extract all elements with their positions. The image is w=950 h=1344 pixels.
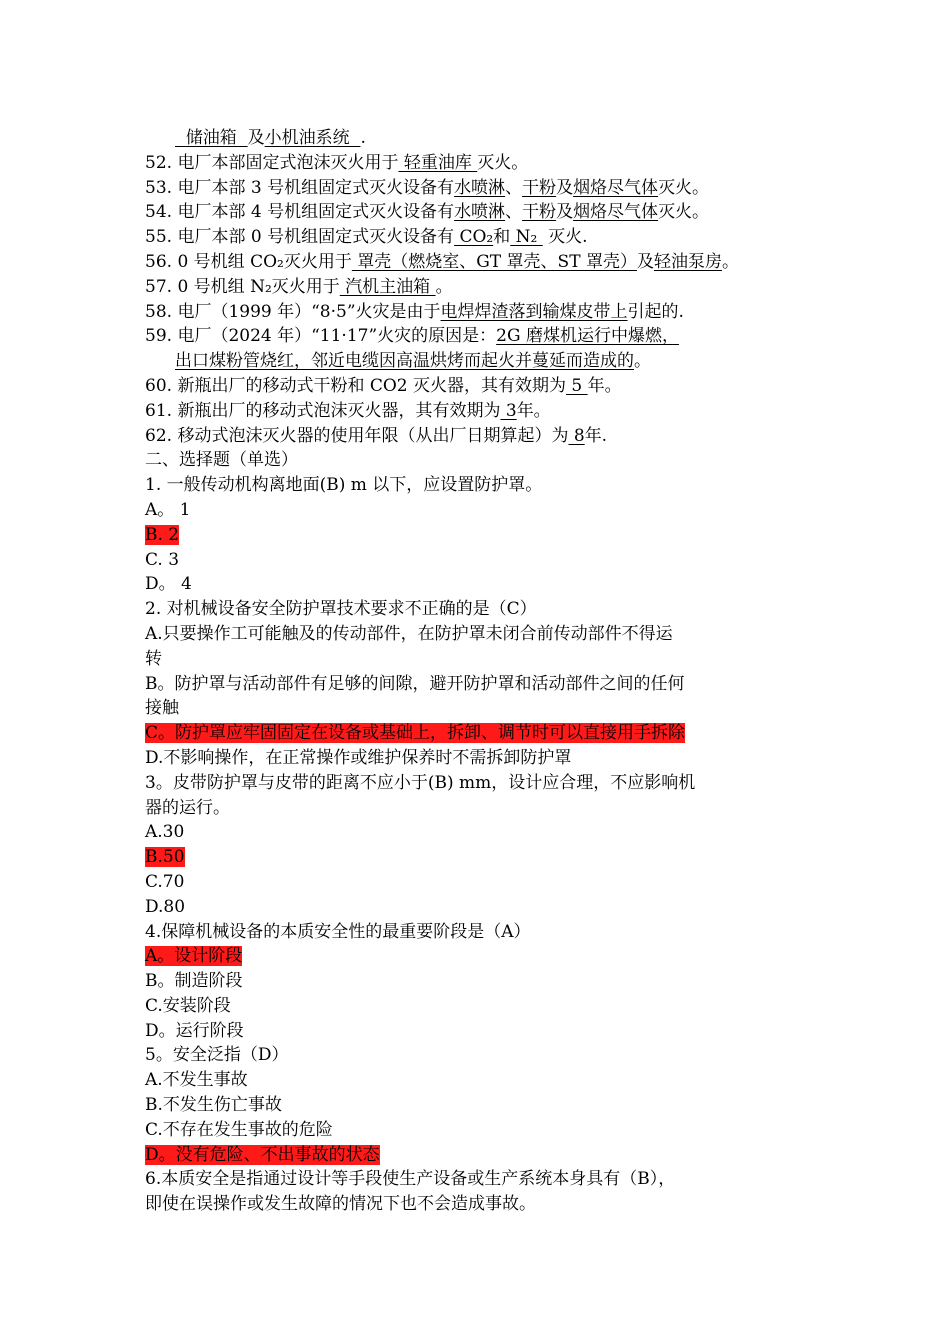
text-line	[145, 969, 825, 994]
text-segment: 61. 新瓶出厂的移动式泡沫灭火器，其有效期为	[145, 400, 501, 421]
text-line	[145, 796, 825, 821]
text-segment: 。	[721, 251, 739, 272]
text-line	[145, 696, 825, 721]
text-segment: 。	[435, 276, 453, 297]
text-segment: 56. 0 号机组 CO₂灭火用于	[145, 251, 352, 272]
text-segment: 57. 0 号机组 N₂灭火用于	[145, 276, 340, 297]
text-line	[145, 300, 825, 325]
text-segment: 62. 移动式泡沫灭火器的使用年限（从出厂日期算起）为	[145, 425, 569, 446]
text-segment: D。 4	[145, 574, 192, 595]
text-segment: 灭火。	[658, 202, 710, 223]
text-line	[145, 622, 825, 647]
text-segment: D.不影响操作，在正常操作或维护保养时不需拆卸防护罩	[145, 747, 572, 768]
text-segment: 5。安全泛指（D）	[145, 1045, 289, 1066]
text-segment: 52. 电厂本部固定式泡沫灭火用于	[145, 152, 399, 173]
underlined-answer: 烟烙尽气体	[573, 177, 659, 198]
text-line	[145, 349, 825, 374]
text-line	[145, 448, 825, 473]
text-line	[145, 771, 825, 796]
text-line	[145, 721, 825, 746]
text-line	[145, 548, 825, 573]
text-segment: 年.	[584, 425, 608, 446]
text-line	[145, 126, 825, 151]
highlighted-answer: A。设计阶段	[145, 946, 243, 967]
text-line	[145, 473, 825, 498]
text-segment: 引起的.	[627, 301, 684, 322]
text-segment: 3。皮带防护罩与皮带的距离不应小于(B) mm，设计应合理，不应影响机	[145, 772, 696, 793]
text-line	[145, 920, 825, 945]
text-line	[145, 944, 825, 969]
text-segment: B。制造阶段	[145, 971, 243, 992]
text-segment: 及	[556, 177, 574, 198]
text-line	[145, 374, 825, 399]
text-segment: 、	[505, 177, 523, 198]
text-segment: 55. 电厂本部 0 号机组固定式灭火设备有	[145, 227, 455, 248]
text-segment: B.不发生伤亡事故	[145, 1095, 282, 1116]
text-line	[145, 994, 825, 1019]
text-segment: C.不存在发生事故的危险	[145, 1119, 333, 1140]
text-line	[145, 845, 825, 870]
text-line	[145, 572, 825, 597]
underlined-answer: CO₂	[454, 227, 494, 248]
text-line	[145, 1093, 825, 1118]
underlined-answer: 轻油泵房	[653, 251, 722, 272]
text-line	[145, 1118, 825, 1143]
underlined-answer: 汽机主油箱	[339, 276, 436, 297]
text-line	[145, 672, 825, 697]
underlined-answer: 2G 磨煤机运行中爆燃，	[496, 326, 679, 347]
underlined-answer: 干粉	[522, 177, 557, 198]
text-line	[145, 324, 825, 349]
underlined-answer: 轻重油库	[398, 152, 478, 173]
text-segment: 及	[636, 251, 654, 272]
text-line	[145, 1143, 825, 1168]
text-segment: 年。	[516, 400, 551, 421]
underlined-answer: 水喷淋	[454, 202, 506, 223]
text-segment: .	[360, 128, 366, 148]
text-segment: 即使在误操作或发生故障的情况下也不会造成事故。	[145, 1194, 536, 1215]
text-segment: 器的运行。	[145, 797, 230, 818]
underlined-answer: 储油箱	[175, 128, 248, 148]
text-segment: 59. 电厂（2024 年）“11·17”火灾的原因是：	[145, 326, 497, 347]
text-line	[145, 275, 825, 300]
text-segment: C. 3	[145, 549, 180, 570]
text-segment: A。 1	[145, 499, 191, 520]
text-line	[145, 820, 825, 845]
text-segment: 6.本质安全是指通过设计等手段使生产设备或生产系统本身具有（B），	[145, 1169, 676, 1190]
text-line	[145, 200, 825, 225]
highlighted-answer: C。防护罩应牢固固定在设备或基础上，拆卸、调节时可以直接用手拆除	[145, 723, 686, 744]
underlined-answer: 出口煤粉管烧红，邻近电缆因高温烘烤而起火并蔓延而造成的	[175, 351, 634, 372]
text-segment: 1. 一般传动机构离地面(B) m 以下，应设置防护罩。	[145, 475, 543, 496]
text-segment: 60. 新瓶出厂的移动式干粉和 CO2 灭火器，其有效期为	[145, 375, 567, 396]
text-segment: 、	[505, 202, 523, 223]
text-line	[145, 1068, 825, 1093]
text-segment: D。运行阶段	[145, 1020, 244, 1041]
underlined-answer: 水喷淋	[454, 177, 506, 198]
text-line	[145, 523, 825, 548]
text-line	[145, 151, 825, 176]
text-segment: A.30	[145, 822, 185, 843]
text-segment: 转	[145, 648, 162, 669]
text-segment: 和	[493, 227, 511, 248]
text-line	[145, 597, 825, 622]
underlined-answer: 干粉	[522, 202, 557, 223]
underlined-answer: N₂	[510, 227, 543, 248]
text-segment: D.80	[145, 896, 186, 917]
text-line	[145, 1019, 825, 1044]
underlined-answer: 5	[566, 375, 588, 396]
text-segment: A.不发生事故	[145, 1070, 248, 1091]
highlighted-answer: B. 2	[145, 524, 180, 545]
text-segment: 54. 电厂本部 4 号机组固定式灭火设备有	[145, 202, 455, 223]
text-line	[145, 1043, 825, 1068]
underlined-answer: 电焊焊渣落到输煤皮带上	[440, 301, 628, 322]
text-line	[145, 895, 825, 920]
text-segment: A.只要操作工可能触及的传动部件，在防护罩未闭合前传动部件不得运	[145, 623, 673, 644]
underlined-answer: 烟烙尽气体	[573, 202, 659, 223]
text-segment: C.安装阶段	[145, 995, 231, 1016]
text-line	[145, 1167, 825, 1192]
text-line	[145, 225, 825, 250]
document-body	[145, 126, 825, 1217]
underlined-answer: 8	[568, 425, 585, 446]
text-line	[145, 399, 825, 424]
text-segment: 2. 对机械设备安全防护罩技术要求不正确的是（C）	[145, 599, 537, 620]
underlined-answer: 小机油系统	[264, 128, 361, 148]
text-segment: 53. 电厂本部 3 号机组固定式灭火设备有	[145, 177, 455, 198]
text-segment: 二、选择题（单选）	[145, 450, 298, 471]
text-segment: 灭火。	[477, 152, 529, 173]
text-line	[145, 250, 825, 275]
text-line	[145, 746, 825, 771]
text-segment: B。防护罩与活动部件有足够的间隙，避开防护罩和活动部件之间的任何	[145, 673, 685, 694]
text-line	[145, 870, 825, 895]
text-line	[145, 176, 825, 201]
text-segment: 灭火.	[542, 227, 588, 248]
text-segment: 4.保障机械设备的本质安全性的最重要阶段是（A）	[145, 921, 531, 942]
text-segment: 灭火。	[658, 177, 710, 198]
underlined-answer: 罩壳（燃烧室、GT 罩壳、ST 罩壳）	[351, 251, 637, 272]
text-segment: 及	[556, 202, 574, 223]
text-segment: C.70	[145, 871, 185, 892]
highlighted-answer: B.50	[145, 847, 185, 868]
text-segment: 及	[247, 128, 265, 148]
text-line	[145, 1192, 825, 1217]
text-line	[145, 424, 825, 449]
text-segment: 接触	[145, 698, 179, 719]
text-segment: 。	[634, 351, 651, 372]
text-segment: 年。	[587, 375, 622, 396]
text-line	[145, 498, 825, 523]
text-line	[145, 647, 825, 672]
highlighted-answer: D。没有危险、不出事故的状态	[145, 1144, 380, 1165]
text-segment: 58. 电厂（1999 年）“8·5”火灾是由于	[145, 301, 441, 322]
underlined-answer: 3	[500, 400, 517, 421]
